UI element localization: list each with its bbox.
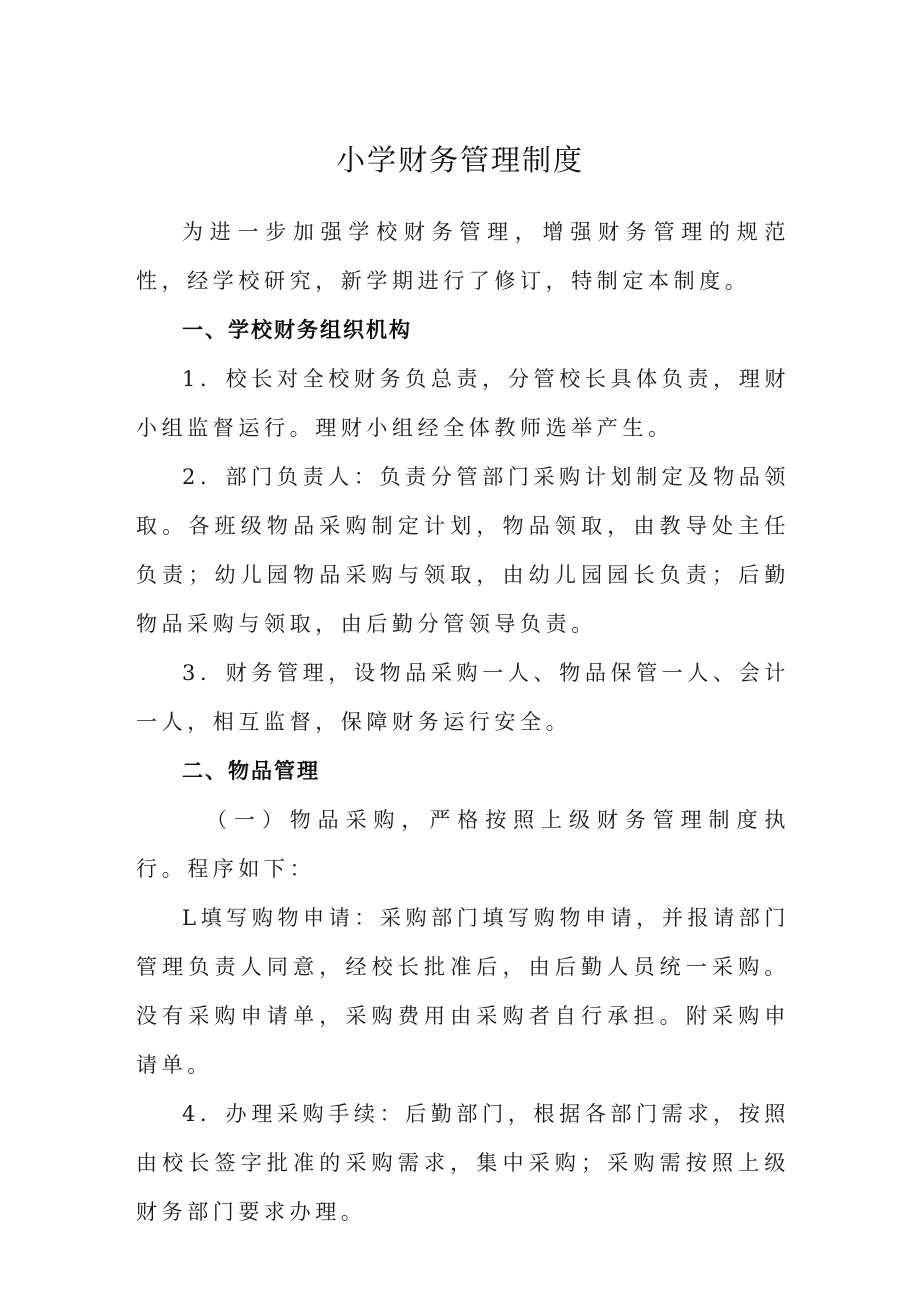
section-heading-organization: 一、学校财务组织机构 [182, 318, 412, 342]
section1-item-2: 2．部门负责人：负责分管部门采购计划制定及物品领取。各班级物品采购制定计划，物品领取，由教导处主任负责；幼儿园物品采购与领取，由幼儿园园长负责；后勤物品采购与领取，由后勤分管领导负责。 [136, 465, 790, 636]
section1-item-1: 1．校长对全校财务负总责，分管校长具体负责，理财小组监督运行。理财小组经全体教师选举产生。 [136, 367, 790, 440]
section2-item-1: L填写购物申请：采购部门填写购物申请，并报请部门管理负责人同意，经校长批准后，由后勤人员统一采购。没有采购申请单，采购费用由采购者自行承担。附采购申请单。 [136, 906, 790, 1077]
section2-item-2: 4．办理采购手续：后勤部门，根据各部门需求，按照由校长签字批准的采购需求，集中采购；采购需按照上级财务部门要求办理。 [136, 1102, 790, 1224]
section-heading-goods: 二、物品管理 [182, 759, 320, 783]
document-title: 小学财务管理制度 [335, 143, 584, 177]
section1-item-3: 3．财务管理，设物品采购一人、物品保管一人、会计一人，相互监督，保障财务运行安全。 [136, 661, 790, 734]
intro-paragraph: 为进一步加强学校财务管理，增强财务管理的规范性，经学校研究，新学期进行了修订，特制定本制度。 [136, 220, 790, 293]
document-body [136, 208, 790, 1237]
section2-subheading-purchase: （一）物品采购，严格按照上级财务管理制度执行。程序如下： [136, 808, 790, 881]
